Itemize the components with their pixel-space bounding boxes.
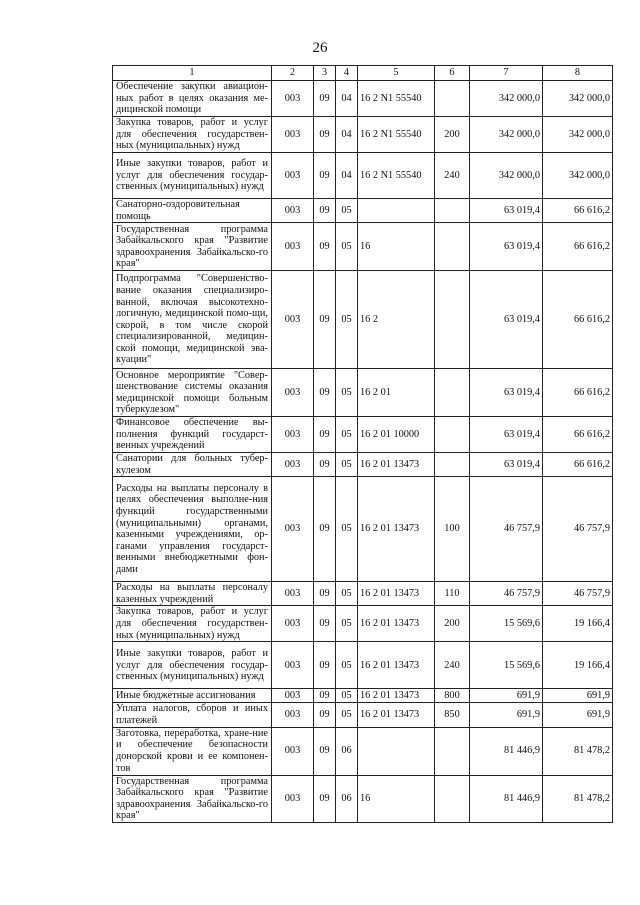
admin-code: 003 [272, 199, 314, 223]
amount-year-2: 66 616,2 [543, 199, 613, 223]
admin-code: 003 [272, 223, 314, 271]
amount-year-2: 342 000,0 [543, 153, 613, 199]
row-name: Государственная программа Забайкальского края "Развитие здравоохранения Забайкальско-го края" [113, 223, 272, 271]
expense-type-code: 240 [435, 153, 470, 199]
section-code: 09 [314, 199, 336, 223]
section-code: 09 [314, 417, 336, 453]
amount-year-2: 66 616,2 [543, 223, 613, 271]
amount-year-1: 15 569,6 [470, 606, 543, 642]
expense-type-code: 850 [435, 703, 470, 727]
subsection-code: 05 [336, 582, 358, 606]
table-body [113, 81, 613, 823]
section-code: 09 [314, 642, 336, 689]
column-header: 3 [314, 66, 336, 81]
amount-year-2: 81 478,2 [543, 727, 613, 775]
row-name: Финансовое обеспечение вы-полнения функций государст-венных учреждений [113, 417, 272, 453]
table-row [113, 727, 613, 775]
amount-year-1: 46 757,9 [470, 477, 543, 582]
target-article-code: 16 2 01 13473 [358, 477, 435, 582]
column-header: 1 [113, 66, 272, 81]
subsection-code: 05 [336, 369, 358, 417]
admin-code: 003 [272, 642, 314, 689]
amount-year-2: 66 616,2 [543, 369, 613, 417]
amount-year-1: 81 446,9 [470, 727, 543, 775]
row-name: Закупка товаров, работ и услуг для обеспечения государствен-ных (муниципальных) нужд [113, 606, 272, 642]
table-row [113, 703, 613, 727]
column-header: 7 [470, 66, 543, 81]
table-row [113, 223, 613, 271]
table-row [113, 81, 613, 117]
expense-type-code: 100 [435, 477, 470, 582]
subsection-code: 05 [336, 477, 358, 582]
admin-code: 003 [272, 271, 314, 369]
target-article-code: 16 2 01 13473 [358, 452, 435, 476]
section-code: 09 [314, 703, 336, 727]
admin-code: 003 [272, 81, 314, 117]
table-row [113, 775, 613, 822]
target-article-code: 16 2 N1 55540 [358, 117, 435, 153]
amount-year-1: 63 019,4 [470, 199, 543, 223]
section-code: 09 [314, 369, 336, 417]
budget-table [112, 65, 613, 823]
target-article-code: 16 [358, 223, 435, 271]
amount-year-1: 63 019,4 [470, 369, 543, 417]
table-row [113, 153, 613, 199]
target-article-code: 16 2 01 13473 [358, 582, 435, 606]
admin-code: 003 [272, 369, 314, 417]
target-article-code: 16 [358, 775, 435, 822]
row-name: Иные бюджетные ассигнования [113, 689, 272, 703]
row-name: Санатории для больных тубер-кулезом [113, 452, 272, 476]
target-article-code [358, 199, 435, 223]
subsection-code: 05 [336, 452, 358, 476]
subsection-code: 05 [336, 703, 358, 727]
amount-year-1: 15 569,6 [470, 642, 543, 689]
target-article-code: 16 2 01 [358, 369, 435, 417]
subsection-code: 04 [336, 153, 358, 199]
target-article-code: 16 2 01 10000 [358, 417, 435, 453]
subsection-code: 06 [336, 775, 358, 822]
amount-year-1: 46 757,9 [470, 582, 543, 606]
amount-year-2: 691,9 [543, 689, 613, 703]
target-article-code: 16 2 01 13473 [358, 642, 435, 689]
admin-code: 003 [272, 417, 314, 453]
target-article-code: 16 2 [358, 271, 435, 369]
subsection-code: 05 [336, 223, 358, 271]
amount-year-2: 81 478,2 [543, 775, 613, 822]
amount-year-2: 46 757,9 [543, 477, 613, 582]
admin-code: 003 [272, 153, 314, 199]
amount-year-1: 81 446,9 [470, 775, 543, 822]
amount-year-1: 63 019,4 [470, 271, 543, 369]
amount-year-2: 66 616,2 [543, 417, 613, 453]
subsection-code: 04 [336, 81, 358, 117]
expense-type-code [435, 727, 470, 775]
amount-year-1: 342 000,0 [470, 81, 543, 117]
section-code: 09 [314, 117, 336, 153]
row-name: Иные закупки товаров, работ и услуг для обеспечения государ-ственных (муниципальных) нужд [113, 642, 272, 689]
column-header: 4 [336, 66, 358, 81]
target-article-code: 16 2 01 13473 [358, 606, 435, 642]
expense-type-code: 200 [435, 117, 470, 153]
admin-code: 003 [272, 452, 314, 476]
subsection-code: 06 [336, 727, 358, 775]
expense-type-code [435, 271, 470, 369]
expense-type-code [435, 81, 470, 117]
amount-year-2: 342 000,0 [543, 117, 613, 153]
row-name: Заготовка, переработка, хране-ние и обеспечение безопасности донорской крови и ее компонен-тов [113, 727, 272, 775]
page-number: 26 [312, 40, 328, 56]
target-article-code: 16 2 N1 55540 [358, 153, 435, 199]
subsection-code: 05 [336, 642, 358, 689]
table-header [113, 66, 613, 81]
amount-year-1: 63 019,4 [470, 417, 543, 453]
expense-type-code: 240 [435, 642, 470, 689]
expense-type-code: 110 [435, 582, 470, 606]
expense-type-code: 800 [435, 689, 470, 703]
row-name: Подпрограмма "Совершенство-вание оказания специализиро-ванной, включая высокотехно-логичную, медицинской помо-щи, скорой, в том числе скорой специализированной, медицин-ской помощи, медицинской эва-куации" [113, 271, 272, 369]
row-name: Основное мероприятие "Совер-шенствование системы оказания медицинской помощи больным туберкулезом" [113, 369, 272, 417]
table-row [113, 582, 613, 606]
amount-year-2: 342 000,0 [543, 81, 613, 117]
section-code: 09 [314, 81, 336, 117]
row-name: Расходы на выплаты персоналу казенных учреждений [113, 582, 272, 606]
amount-year-2: 46 757,9 [543, 582, 613, 606]
amount-year-1: 691,9 [470, 689, 543, 703]
target-article-code: 16 2 N1 55540 [358, 81, 435, 117]
table-row [113, 477, 613, 582]
amount-year-2: 19 166,4 [543, 606, 613, 642]
admin-code: 003 [272, 117, 314, 153]
amount-year-2: 691,9 [543, 703, 613, 727]
row-name: Государственная программа Забайкальского края "Развитие здравоохранения Забайкальско-го края" [113, 775, 272, 822]
table-row [113, 606, 613, 642]
table-row [113, 417, 613, 453]
admin-code: 003 [272, 477, 314, 582]
column-header: 6 [435, 66, 470, 81]
expense-type-code [435, 452, 470, 476]
subsection-code: 05 [336, 417, 358, 453]
table-row [113, 117, 613, 153]
target-article-code: 16 2 01 13473 [358, 689, 435, 703]
amount-year-1: 342 000,0 [470, 153, 543, 199]
section-code: 09 [314, 153, 336, 199]
subsection-code: 05 [336, 689, 358, 703]
column-header: 8 [543, 66, 613, 81]
section-code: 09 [314, 775, 336, 822]
table-row [113, 689, 613, 703]
amount-year-2: 19 166,4 [543, 642, 613, 689]
section-code: 09 [314, 689, 336, 703]
expense-type-code [435, 223, 470, 271]
table-row [113, 452, 613, 476]
expense-type-code [435, 369, 470, 417]
section-code: 09 [314, 606, 336, 642]
row-name: Санаторно-оздоровительная помощь [113, 199, 272, 223]
row-name: Закупка товаров, работ и услуг для обеспечения государствен-ных (муниципальных) нужд [113, 117, 272, 153]
admin-code: 003 [272, 582, 314, 606]
column-header: 5 [358, 66, 435, 81]
target-article-code [358, 727, 435, 775]
row-name: Расходы на выплаты персоналу в целях обеспечения выполне-ния функций государственными (муниципальными) органами, казенными учреждениями, ор-ганами управления государст-венными внебюджетными фон-дами [113, 477, 272, 582]
admin-code: 003 [272, 703, 314, 727]
subsection-code: 05 [336, 199, 358, 223]
subsection-code: 04 [336, 117, 358, 153]
section-code: 09 [314, 582, 336, 606]
table-row [113, 271, 613, 369]
section-code: 09 [314, 452, 336, 476]
section-code: 09 [314, 271, 336, 369]
table-row [113, 199, 613, 223]
amount-year-2: 66 616,2 [543, 271, 613, 369]
expense-type-code [435, 199, 470, 223]
row-name: Иные закупки товаров, работ и услуг для обеспечения государ-ственных (муниципальных) нужд [113, 153, 272, 199]
table-row [113, 642, 613, 689]
admin-code: 003 [272, 775, 314, 822]
amount-year-1: 691,9 [470, 703, 543, 727]
admin-code: 003 [272, 727, 314, 775]
header-row [113, 66, 613, 81]
expense-type-code [435, 417, 470, 453]
section-code: 09 [314, 223, 336, 271]
subsection-code: 05 [336, 606, 358, 642]
amount-year-1: 63 019,4 [470, 223, 543, 271]
expense-type-code [435, 775, 470, 822]
section-code: 09 [314, 477, 336, 582]
amount-year-1: 342 000,0 [470, 117, 543, 153]
admin-code: 003 [272, 606, 314, 642]
amount-year-2: 66 616,2 [543, 452, 613, 476]
amount-year-1: 63 019,4 [470, 452, 543, 476]
row-name: Уплата налогов, сборов и иных платежей [113, 703, 272, 727]
column-header: 2 [272, 66, 314, 81]
row-name: Обеспечение закупки авиацион-ных работ в целях оказания ме-дицинской помощи [113, 81, 272, 117]
expense-type-code: 200 [435, 606, 470, 642]
section-code: 09 [314, 727, 336, 775]
admin-code: 003 [272, 689, 314, 703]
subsection-code: 05 [336, 271, 358, 369]
table-row [113, 369, 613, 417]
target-article-code: 16 2 01 13473 [358, 703, 435, 727]
